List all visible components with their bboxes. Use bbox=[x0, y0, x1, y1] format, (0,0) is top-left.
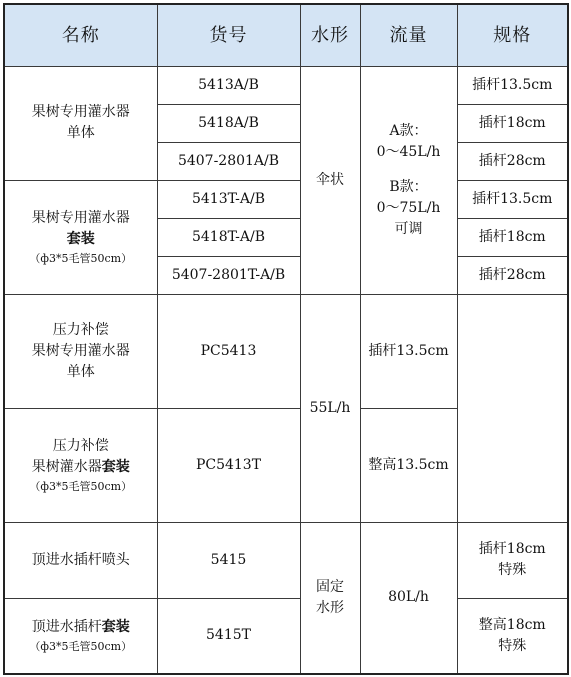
product-name-line: 单体 bbox=[66, 363, 95, 380]
product-spec-table bbox=[3, 3, 569, 675]
product-name-line-mixed bbox=[7, 457, 155, 478]
table-row bbox=[4, 66, 568, 104]
spec-cell: 插杆13.5cm bbox=[457, 180, 568, 218]
water-pattern-line: 水形 bbox=[316, 599, 344, 616]
product-name-cell bbox=[4, 522, 157, 598]
item-no-cell: 5407-2801A/B bbox=[157, 142, 300, 180]
flow-cell: 80L/h bbox=[360, 522, 457, 674]
product-name-bold: 套装 bbox=[66, 230, 95, 247]
flow-a-range: 0～45L/h bbox=[376, 143, 441, 160]
product-name-cell bbox=[4, 408, 157, 522]
spec-cell bbox=[457, 522, 568, 598]
flow-b-note: 可调 bbox=[394, 220, 423, 237]
spec-line: 整高18cm bbox=[478, 616, 546, 633]
product-name-line: 压力补偿 bbox=[52, 437, 109, 454]
item-no-cell: 5413T-A/B bbox=[157, 180, 300, 218]
item-no-cell: 5418T-A/B bbox=[157, 218, 300, 256]
item-no-cell: 5418A/B bbox=[157, 104, 300, 142]
spec-cell: 插杆13.5cm bbox=[360, 294, 457, 408]
header-water-pattern: 水形 bbox=[300, 4, 360, 66]
table-row bbox=[4, 522, 568, 598]
flow-a-label: A款： bbox=[389, 122, 428, 139]
spec-cell bbox=[457, 598, 568, 674]
product-name-cell bbox=[4, 294, 157, 408]
product-name-cell bbox=[4, 180, 157, 294]
spec-cell: 插杆13.5cm bbox=[457, 66, 568, 104]
spec-line: 插杆18cm bbox=[478, 541, 546, 557]
product-name-line-mixed bbox=[7, 617, 155, 638]
product-name-note: （ф3*5毛管50cm） bbox=[29, 479, 133, 493]
product-name-bold: 套装 bbox=[101, 458, 130, 475]
product-name-bold: 套装 bbox=[101, 618, 130, 635]
header-item-no: 货号 bbox=[157, 4, 300, 66]
product-name-note: （ф3*5毛管50cm） bbox=[29, 639, 133, 653]
product-name-cell bbox=[4, 66, 157, 180]
spec-cell: 插杆28cm bbox=[457, 256, 568, 294]
product-name-line: 压力补偿 bbox=[52, 321, 109, 338]
spec-line: 特殊 bbox=[498, 562, 527, 578]
flow-cell bbox=[360, 66, 457, 294]
product-name-line: 顶进水插杆喷头 bbox=[31, 551, 130, 568]
flow-b-range: 0～75L/h bbox=[376, 199, 441, 216]
spec-cell: 插杆28cm bbox=[457, 142, 568, 180]
item-no-cell: PC5413T bbox=[157, 408, 300, 522]
table-row bbox=[4, 408, 568, 522]
product-name-note: （ф3*5毛管50cm） bbox=[29, 251, 133, 265]
item-no-cell: 5415T bbox=[157, 598, 300, 674]
header-spec: 规格 bbox=[457, 4, 568, 66]
flow-b-label: B款： bbox=[389, 178, 428, 195]
spec-line: 特殊 bbox=[498, 637, 527, 654]
table-row bbox=[4, 294, 568, 408]
spec-cell: 插杆18cm bbox=[457, 218, 568, 256]
product-name-text: 果树灌水器 bbox=[31, 458, 102, 475]
header-name: 名称 bbox=[4, 4, 157, 66]
water-pattern-line: 固定 bbox=[316, 578, 344, 595]
table-row bbox=[4, 180, 568, 218]
table-row bbox=[4, 598, 568, 674]
product-name-line: 果树专用灌水器 bbox=[31, 209, 130, 226]
water-pattern-cell bbox=[300, 522, 360, 674]
product-name-cell bbox=[4, 598, 157, 674]
product-name-line: 单体 bbox=[66, 125, 95, 141]
spec-cell: 插杆18cm bbox=[457, 104, 568, 142]
product-name-text: 顶进水插杆 bbox=[31, 618, 102, 635]
flow-cell: 55L/h bbox=[300, 294, 360, 522]
spec-cell: 整高13.5cm bbox=[360, 408, 457, 522]
item-no-cell: 5407-2801T-A/B bbox=[157, 256, 300, 294]
item-no-cell: 5413A/B bbox=[157, 66, 300, 104]
item-no-cell: 5415 bbox=[157, 522, 300, 598]
item-no-cell: PC5413 bbox=[157, 294, 300, 408]
water-pattern-cell: 伞状 bbox=[300, 66, 360, 294]
header-row bbox=[4, 4, 568, 66]
header-flow: 流量 bbox=[360, 4, 457, 66]
product-name-line: 果树专用灌水器 bbox=[31, 342, 130, 359]
product-name-line: 果树专用灌水器 bbox=[31, 104, 130, 120]
